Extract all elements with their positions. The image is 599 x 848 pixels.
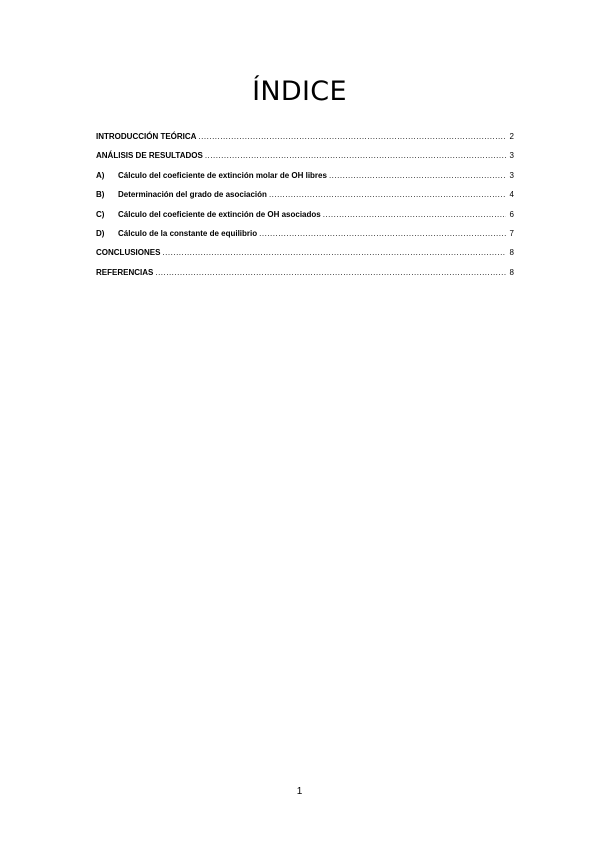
toc-entry-letter: C): [96, 209, 105, 219]
toc-dot-leader: [162, 248, 506, 257]
toc-page-number: 8: [509, 267, 514, 277]
page-number: 1: [296, 786, 303, 797]
toc-entry-c[interactable]: [96, 210, 514, 229]
toc-page-number: 3: [509, 170, 514, 180]
toc-dot-leader: [329, 171, 506, 180]
toc-page-number: 7: [509, 228, 514, 238]
toc-page-number: 6: [509, 209, 514, 219]
toc-entry-label: REFERENCIAS: [96, 267, 154, 277]
toc-entry-label: Determinación del grado de asociación: [118, 190, 267, 200]
toc-entry-label: INTRODUCCIÓN TEÓRICA: [96, 132, 197, 141]
toc-entry-d[interactable]: [96, 229, 514, 248]
toc-entry-introduccion[interactable]: [96, 132, 514, 151]
toc-page-number: 3: [509, 151, 514, 161]
toc-entry-label: Cálculo del coeficiente de extinción de OH asociados: [118, 209, 321, 219]
toc-dot-leader: [323, 210, 506, 219]
toc-entry-label: CONCLUSIONES: [96, 248, 161, 258]
toc-entry-b[interactable]: [96, 190, 514, 209]
toc-page-number: 4: [509, 190, 514, 200]
toc-entry-label: Cálculo del coeficiente de extinción molar de OH libres: [118, 170, 327, 180]
toc-dot-leader: [205, 151, 506, 160]
toc-page-number: 8: [509, 248, 514, 258]
toc-entry-conclusiones[interactable]: [96, 248, 514, 267]
toc-entry-referencias[interactable]: [96, 268, 514, 287]
toc-entry-label: Cálculo de la constante de equilibrio: [118, 228, 258, 238]
page-title: ÍNDICE: [252, 76, 347, 107]
toc-entry-label: ANÁLISIS DE RESULTADOS: [96, 151, 203, 161]
toc-dot-leader: [259, 229, 506, 238]
toc-entry-letter: A): [96, 170, 105, 180]
toc-entry-letter: D): [96, 228, 105, 238]
toc-entry-a[interactable]: [96, 171, 514, 190]
toc-page-number: 2: [509, 132, 514, 141]
toc-entry-letter: B): [96, 190, 105, 200]
toc-dot-leader: [155, 268, 506, 277]
toc-dot-leader: [269, 190, 506, 199]
toc-dot-leader: [198, 132, 506, 141]
toc-entry-analisis[interactable]: [96, 151, 514, 170]
table-of-contents: [96, 132, 514, 287]
